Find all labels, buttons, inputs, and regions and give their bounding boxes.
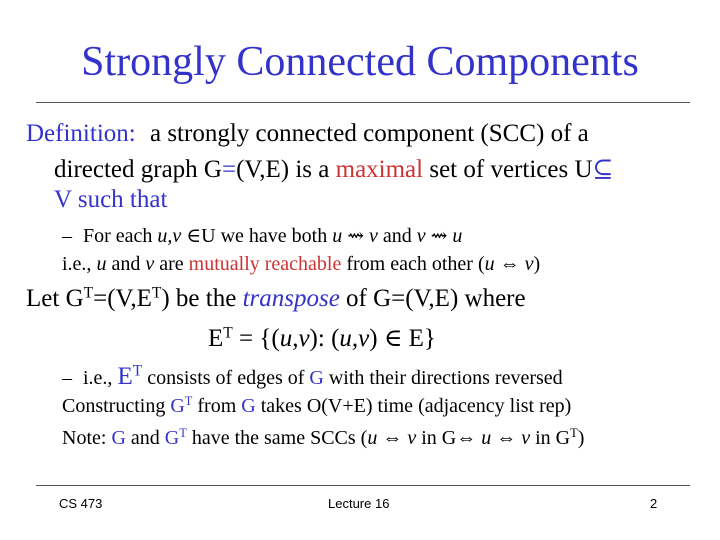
footer-lecture: Lecture 16 <box>328 496 390 511</box>
title-divider <box>36 102 690 103</box>
text: in G <box>416 427 457 449</box>
var-v: v <box>521 427 531 449</box>
text: takes O(V+E) time (adjacency list rep) <box>255 395 572 417</box>
text: have the same SCCs ( <box>186 427 368 449</box>
text: Note: <box>62 427 112 449</box>
var-v: v <box>416 225 426 247</box>
text: For each <box>83 225 158 247</box>
dash: – <box>62 367 72 389</box>
text: = {( <box>232 325 280 352</box>
dash: – <box>62 225 72 247</box>
footer-divider <box>36 485 690 486</box>
slide-title: Strongly Connected Components <box>81 39 639 85</box>
in-symbol: ∈ <box>181 225 202 247</box>
var-u: u <box>367 427 378 449</box>
var-u: u <box>96 253 107 275</box>
equals-sign: = <box>221 156 237 183</box>
var-uv: u,v <box>279 325 310 352</box>
text: and <box>125 427 165 449</box>
text: =(V,E <box>93 285 152 312</box>
def-text: (V,E) is a <box>236 156 336 183</box>
text: ) <box>577 427 585 449</box>
text: ) be the <box>161 285 243 312</box>
transpose-line-1 <box>26 285 526 313</box>
transpose-bullet-1 <box>62 363 563 391</box>
superscript-t: T <box>223 324 233 342</box>
definition-bullet-1 <box>62 223 462 248</box>
text: consists of edges of <box>142 367 310 389</box>
text: Constructing <box>62 395 171 417</box>
text: and <box>106 253 146 275</box>
def-text: directed graph G <box>54 156 222 183</box>
superscript-t: T <box>151 284 162 302</box>
mutual-reach-icon: ⇔ <box>496 427 517 449</box>
text: i.e., <box>83 367 118 389</box>
superscript-t: T <box>83 284 94 302</box>
text: Let G <box>26 285 84 312</box>
text: from each other ( <box>341 253 485 275</box>
e-transpose: $E^T$ <box>117 362 143 390</box>
var-u: u <box>481 427 492 449</box>
mutual-reach-icon: ⇔ <box>382 427 403 449</box>
var-u: u <box>484 253 495 275</box>
g-symbol: G <box>309 367 324 389</box>
footer-course: CS 473 <box>59 496 103 511</box>
text: from <box>192 395 242 417</box>
transpose-bullet-3 <box>62 427 584 450</box>
maximal-word: maximal <box>335 156 424 183</box>
text: E <box>208 325 224 352</box>
def-text: set of vertices U <box>423 156 593 183</box>
text: are <box>154 253 189 275</box>
definition-bullet-2 <box>62 253 540 276</box>
text: of G=(V,E) where <box>339 285 526 312</box>
text: ): ( <box>309 325 340 352</box>
transpose-word: transpose <box>242 285 340 312</box>
transpose-equation <box>208 323 436 353</box>
g-transpose: $G^T$ <box>164 426 187 449</box>
var-v: v <box>368 225 378 247</box>
g-symbol: G <box>241 395 256 417</box>
text: with their directions reversed <box>323 367 563 389</box>
text: and <box>377 225 417 247</box>
mutual-reach-icon: ⇔ <box>499 253 520 275</box>
superscript-t: T <box>570 426 578 441</box>
text: i.e., <box>62 253 97 275</box>
path-symbol-icon: ⇝ <box>347 225 364 247</box>
definition-text-a: a strongly connected component (SCC) of a <box>149 120 589 147</box>
definition-label: Definition: <box>26 120 136 147</box>
definition-line-3: V such that <box>54 186 168 213</box>
var-u: u <box>332 225 343 247</box>
g-symbol: G <box>111 427 126 449</box>
text: U we have both <box>201 225 333 247</box>
var-v: v <box>524 253 534 275</box>
transpose-bullet-2 <box>62 395 571 418</box>
var-u: u <box>452 225 463 247</box>
g-transpose: $G^T$ <box>170 394 193 417</box>
text: in G <box>530 427 571 449</box>
text: ) <box>533 253 541 275</box>
var-v: v <box>145 253 155 275</box>
var-uv: u,v <box>339 325 370 352</box>
mutually-reachable-phrase: mutually reachable <box>188 253 342 275</box>
var-uv: u,v <box>157 225 182 247</box>
iff-arrow-icon: ⇔ <box>456 427 477 449</box>
subset-symbol: ⊆ <box>592 156 614 183</box>
definition-line-2 <box>54 154 613 184</box>
text: ) ∈ E} <box>369 325 436 352</box>
path-symbol-icon: ⇝ <box>430 225 448 247</box>
var-v: v <box>407 427 417 449</box>
footer-page-number: 2 <box>650 496 658 511</box>
definition-line-1 <box>26 120 589 148</box>
